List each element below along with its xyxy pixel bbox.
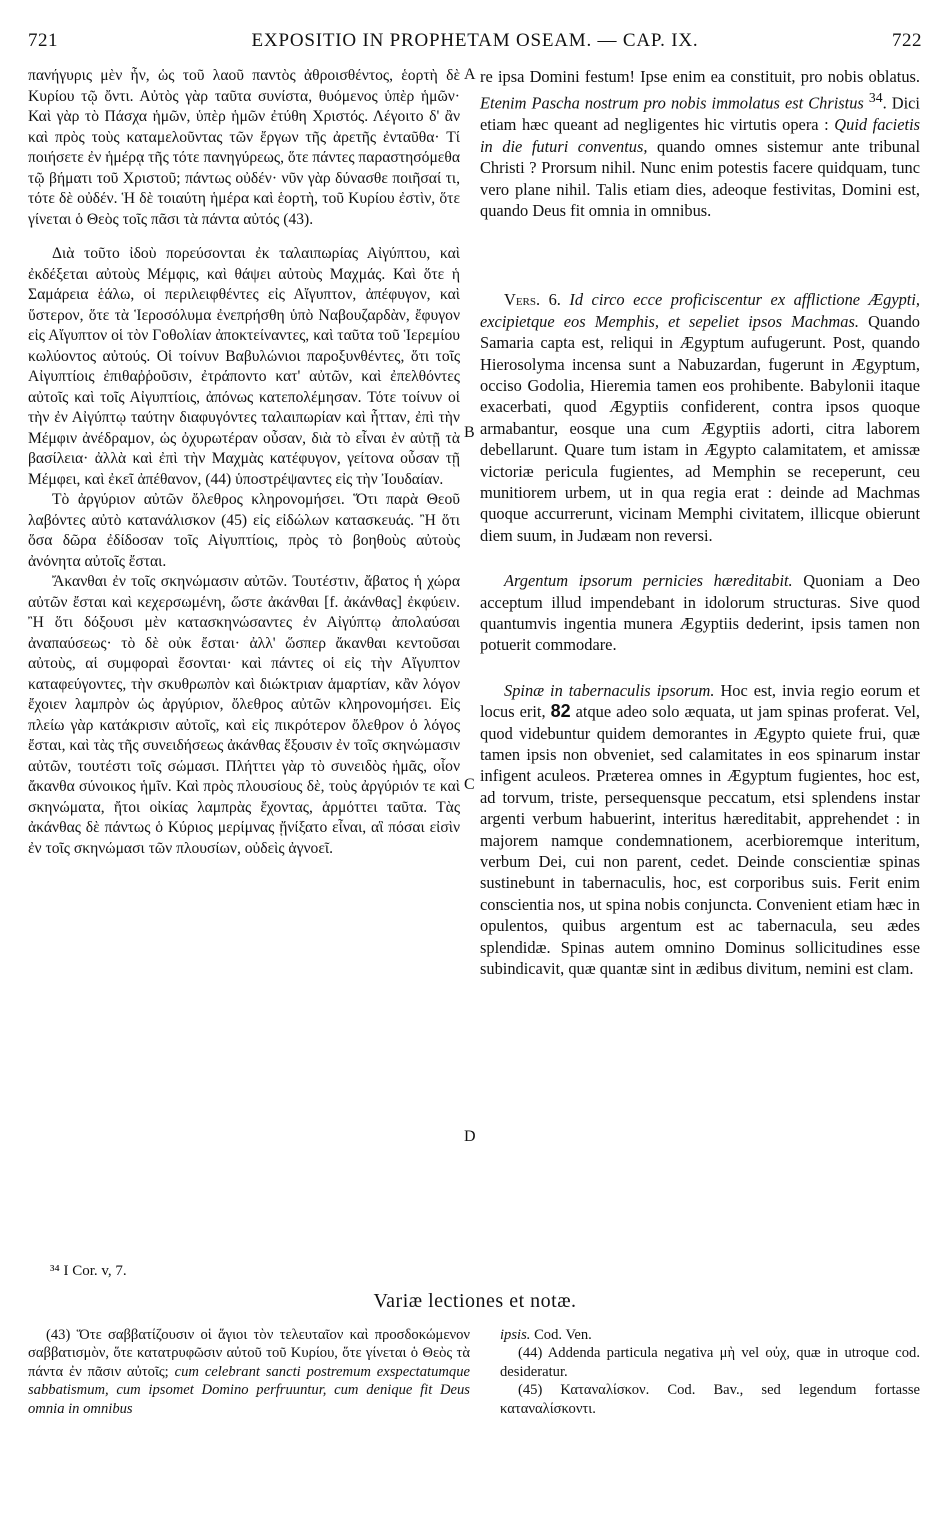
scripture-quote: Etenim Pascha nostrum pro nobis immolatus est Christus xyxy=(480,93,864,113)
latin-text: atque adeo solo æquata, ut jam spinas proferat. Vel, quod videbuntur quidem demorantes in Ægypto quiete frui, quæ tamen ipsis non obveniet, sed calamitates in eos spinarum instar infigent aculeos. Præterea omnes in Ægyptum fugientes, hoc est, ad torvum, triste, persequensque peccatum, etsi splendens instar argenti verbum habuerint, interitus hæreditabit, apprehendet : in majorem namque condemnationem, acerbioremque interitum, verbum Dei, cui non parent, cedet. Deinde conscientiæ spinas sustinebunt in tabernaculis, hoc, est corporibus suis. Ferit enim conscientia nos, ut spina nobis conjuncta. Convenient etiam hæc in opulentos, quibus argentum est ac tabernacula, seu ædes splendidæ. Spinas autem omnino Dominus sollicitudines esse subindicavit, quæ quantæ sint in ædibus divitum, nemini est clam. xyxy=(480,702,921,979)
greek-paragraph-3: Τὸ ἀργύριον αὐτῶν ὄλεθρος κληρονομήσει. Ὅτι παρὰ Θεοῦ λαβόντες αὐτὸ κατανάλισκον (45) εἰς εἰδώλων κατασκευάς. Ἢ ὅτι ὅσα δῶρα ἐδίδοσαν τοῖς Αἰγυπτίοις, πρὸς τὸ βοηθοὺς αὐτοὺς ἀνόνητα αὐτοῖς ἔσται. xyxy=(28,491,460,570)
greek-paragraph-4: Ἄκανθαι ἐν τοῖς σκηνώμασιν αὐτῶν. Τουτέστιν, ἄβατος ἡ χώρα αὐτῶν ἔσται καὶ κεχερσωμένη, ὥστε ἀκάνθαι [f. ἀκάνθας] ἐκφύειν. Ἢ ὅτι δόξουσι μὲν κατασκηνώσαντες ἐν Αἰγύπτῳ ἀπολαύσαι ἀναπαύσεως· τὸ δὲ οὐκ ἔσται· ἀλλ' ὥσπερ ἄκανθαι κεντοῦσαι αὐτοὺς, αἱ συμφοραὶ ἔσονται· καὶ πάντες οἱ εἰς τὴν Αἴγυπτον καταφεύγοντες, τὴν σκυθρωπὸν καὶ διώκτριαν ἁμαρτίαν, κἂν λόγον ἔχοιεν λαμπρὸν ὡς ἀργύριον, ὄλεθρος αὐτῶν κληρονομήσει. Εἰς πλείω γὰρ κατάκρισιν αὐτοῖς, καὶ εἰς πικρότερον ὄλεθρον ὁ λόγος ἔσται, καὶ τὰς τῆς συνειδήσεως ἀκάνθας ἕξουσιν ἐν τοῖς σκηνώμασιν αὐτῶν, τουτέστι τοῖς σώμασι. Πλήττει γὰρ τὸ συνειδὸς ἡμᾶς, οἷον ἄκανθα σύνοικος ἡμῖν. Καὶ πρὸς πλουσίους δὲ, τοὺς ἀργύριόν τε καὶ σκηνώματα, ἤτοι οἰκίας λαμπρὰς ἔχοντας, ἁρμόττει ταῦτα. Τὰς ἀκάνθας δὲ πάντως ὁ Κύριος μερίμνας ᾔνίξατο εἶναι, αἳ πόσαι εἰσὶν ἐν τοῖς σκηνώμασι τῶν πλουσίων, οὐδεὶς ἀγνοεῖ. xyxy=(28,573,460,857)
latin-column xyxy=(480,66,920,980)
note-text: (43) Ὅτε σαββατίζουσιν οἱ ἅγιοι τὸν τελευταῖον καὶ προσδοκώμενον σαββατισμὸν, ὅτε κατατρυφῶσιν αὐτοῦ τοῦ Κυρίου, ὅτε γίνεται ὁ Θεὸς τὰ πάντα ἐν πᾶσιν αὐτοῖς; xyxy=(28,1327,470,1380)
margin-mark-b: B xyxy=(464,424,475,441)
latin-text: Quoniam a Deo acceptum illud impendebant in idolorum structuras. Sive quod quantumvis ingentia munera Ægyptiis dederint, ipsis tamen non potuerit commodare. xyxy=(480,571,921,655)
notes-title: Variæ lectiones et notæ. xyxy=(373,1290,577,1312)
margin-mark-a: A xyxy=(464,66,476,83)
note-text: Cod. Ven. xyxy=(534,1327,592,1343)
page-number-left: 721 xyxy=(28,30,58,51)
column-number: 82 xyxy=(550,701,571,722)
latin-text: . Dici etiam hæc queant ad negligentes hic virtutis opera : xyxy=(480,93,920,135)
latin-paragraph-2 xyxy=(480,289,920,546)
note-translation: ipsis. xyxy=(500,1327,531,1343)
note-translation: cum celebrant sancti postremum exspectatumque sabbatismum, cum ipsomet Domino perfruuntur, cum denique fit Deus omnia in omnibus xyxy=(28,1363,470,1417)
note-44: (44) Addenda particula negativa μὴ vel οὐχ, quæ in utroque cod. desideratur. xyxy=(500,1345,920,1380)
verse-label: Vers. 6. xyxy=(504,290,561,310)
margin-mark-d: D xyxy=(464,1128,476,1145)
note-43-continued xyxy=(500,1326,920,1344)
latin-paragraph-3 xyxy=(480,570,920,656)
footnote-ref: 34 xyxy=(868,90,883,106)
latin-text: Hoc est, invia regio eorum et locus erit, xyxy=(480,680,920,722)
scripture-quote: Id circo ecce proficiscentur ex afflictione Ægypti, excipietque eos Memphis, et sepeliet ipsos Machmas. xyxy=(480,290,920,331)
scripture-quote: Argentum ipsorum pernicies hæreditabit. xyxy=(504,571,793,591)
greek-column xyxy=(28,66,460,859)
latin-paragraph-4 xyxy=(480,680,920,980)
scripture-quote: Quid facietis in die futuri conventus, xyxy=(480,115,920,156)
latin-text: re ipsa Domini festum! Ipse enim ea constituit, pro nobis oblatus. xyxy=(480,67,920,86)
notes-left-column xyxy=(28,1326,470,1418)
notes-right-column xyxy=(500,1326,920,1418)
scripture-quote: Spinæ in tabernaculis ipsorum. xyxy=(504,680,715,700)
page-number-right: 722 xyxy=(892,30,922,51)
margin-mark-c: C xyxy=(464,776,475,793)
note-45: (45) Καταναλίσκον. Cod. Bav., sed legendum fortasse καταναλίσκοντι. xyxy=(500,1382,920,1417)
greek-paragraph-2: Διὰ τοῦτο ἰδοὺ πορεύσονται ἐκ ταλαιπωρίας Αἰγύπτου, καὶ ἐκδέξεται αὐτοὺς Μέμφις, καὶ θάψει αὐτοὺς Μαχμάς. Καὶ ὅτε ἡ Σαμάρεια ἑάλω, οἱ περιλειφθέντες εἰς Αἴγυπτον, ἀπέφυγον, καὶ ὕστερον, ὅτε τὰ Ἱεροσόλυμα ἐνεπρήσθη ὑπὸ Ναβουζαρδὰν, ἔφυγον εἰς Αἴγυπτον οἱ τὸν Γοθολίαν ἀποκτείναντες, καὶ ταῦτα τοῦ Ἱερεμίου κωλύοντος αὐτούς. Οἱ τοίνυν Βαβυλώνιοι παροξυνθέντες, ὅτι τοῖς Αἰγυπτίοις ἐπιθαῤῥοῦσιν, ἐτράποντο κατ' αὐτῶν, καὶ ἐπελθόντες αὐτοῖς καὶ τοῖς Αἰγυπτίοις, ἀπόνως κατεπολέμησαν. Τότε τοίνυν οἱ τὴν ἐν Αἰγύπτῳ ταύτην διαφυγόντες ταλαιπωρίαν καὶ ἧτταν, ἐπὶ τὴν Μέμφιν ἀνέδραμον, ὡς ὀχυρωτέραν οὖσαν, διὰ τὸ εἶναι ἐν αὐτῇ τὰ βασίλεια· ἀλλὰ καὶ ἐπὶ τὴν Μαχμὰς κατέφυγον, γείτονα οὖσαν τῇ Μέμφει, καὶ ἐκεῖ ἀπέθανον, (44) ὑποστρέψαντες εἰς τὴν Ἰουδαίαν. xyxy=(28,245,460,488)
latin-text: Quando Samaria capta est, reliqui in Ægyptum aufugerunt. Post, quando Hierosolyma incensa sunt a Nabuzardan, fugerunt in Ægyptum, occiso Godolia, Hieremia tamen eos prohibente. Babylonii itaque exacerbati, quod Ægyptiis confiderent, contra ipsos quoque armabantur, eosque una cum Ægyptiis adorti, citra laborem debellarunt. Quare tum istam in Ægypto calamitatem, et amissæ victoriæ pericula fugientes, ad Memphin se receperunt, ceu munitiorem urbem, ut in qua regia erat : deinde ad Machmas quoque accurrerunt, vicinam Memphi civitatem, illicque obierunt diem suum, in Judæam non reversi. xyxy=(480,311,920,545)
greek-paragraph-1: πανήγυρις μὲν ἦν, ὡς τοῦ λαοῦ παντὸς ἀθροισθέντος, ἑορτὴ δὲ Κυρίου τῷ ὄντι. Αὐτὸς γὰρ ταῦτα συνίστα, θυόμενος ὑπὲρ ἡμῶν· Καὶ γὰρ τὸ Πάσχα ἡμῶν, ὑπὲρ ἡμῶν ἐτύθη Χριστός. Λέγοιτο δ' ἂν καὶ πρὸς τοὺς καταμελοῦντας τῶν ἔργων τῆς ἀρετῆς ἐνταῦθα· Τί ποιήσετε ἐν ἡμέρᾳ τῆς τότε πανηγύρεως, ὅτε πάντες παραστησόμεθα τῷ βήματι τοῦ Χριστοῦ; πάντως οὐδέν· νῦν γὰρ δύνασθε ποιῆσαί τι, τότε δὲ οὐδέν. Ἡ δὲ τοιαύτη ἡμέρα καὶ ἑορτὴ, τοῦ Κυρίου ἐστὶν, ὅτε γίνεται ὁ Θεὸς τοῖς πᾶσι τὰ πάντα αὐτός (43). xyxy=(28,67,460,228)
running-title: EXPOSITIO IN PROPHETAM OSEAM. — CAP. IX. xyxy=(251,30,699,51)
latin-text: quando omnes sistemur ante tribunal Christi ? Prorsum nihil. Nunc enim potestis facere quidquam, tunc vero plane nihil. Talis etiam dies, adeoque festivitas, Domini est, quando Deus fit omnia in omnibus. xyxy=(480,136,920,220)
note-43 xyxy=(28,1326,470,1418)
latin-paragraph-1 xyxy=(480,66,920,221)
running-header xyxy=(28,30,922,58)
footnote: ³⁴ I Cor. v, 7. xyxy=(50,1263,127,1279)
